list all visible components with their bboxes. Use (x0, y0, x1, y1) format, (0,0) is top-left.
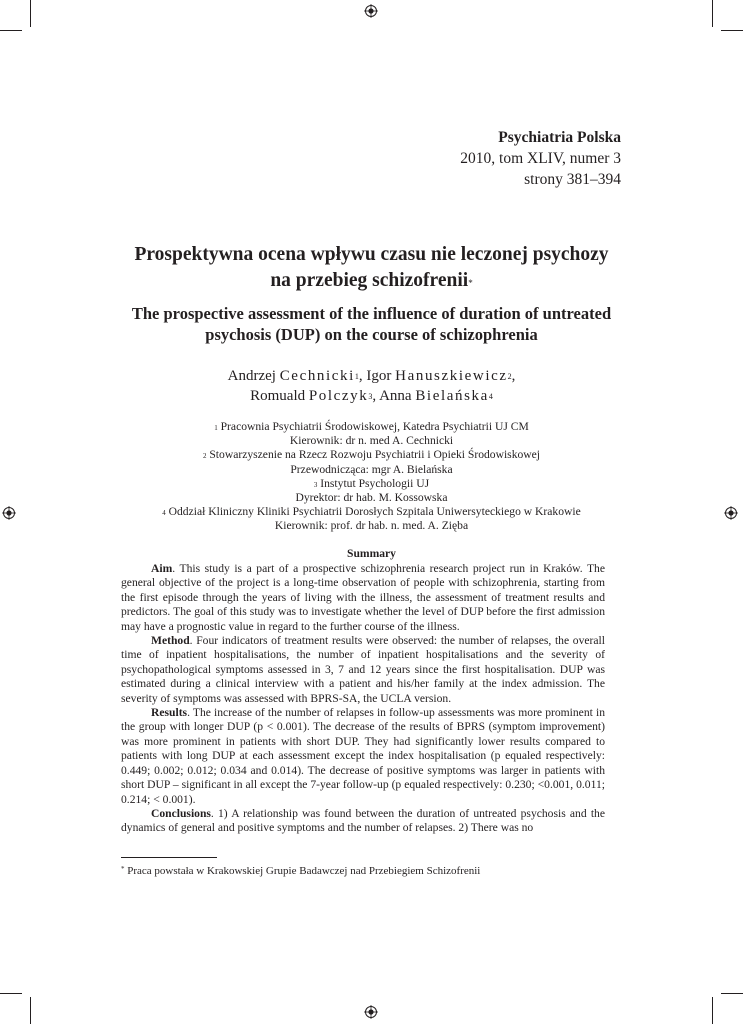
affiliation-marker: 3 (313, 480, 318, 489)
author-last-name: Polczyk (308, 388, 369, 404)
registration-mark-bottom-icon (364, 1005, 378, 1019)
affiliation-name (0, 448, 743, 462)
affiliation-name-text: Oddział Kliniczny Kliniki Psychiatrii Dorosłych Szpitala Uniwersyteckiego w Krakowie (168, 505, 581, 519)
crop-mark-bottom-right-h (721, 993, 743, 994)
abstract-conclusions-label: Conclusions (151, 806, 211, 820)
affiliation-name-text: Instytut Psychologii UJ (320, 476, 430, 490)
affiliation-head: Kierownik: prof. dr hab. n. med. A. Zięba (274, 519, 469, 533)
abstract-aim-text: . This study is a part of a prospective schizophrenia research project run in Kraków. The general objective of the project is a long-time observation of people with schizophrenia, starting from the first episode through the years of living with the illness, the assessment of treatment results and predictors. The goal of this study was to investigate whether the level of DUP before the first admission may have a prognostic value in regard to the further course of the illness. (121, 562, 605, 633)
abstract-results-label: Results (151, 706, 188, 720)
author-last-name: Cechnicki (279, 368, 355, 384)
author-separator: , (511, 368, 516, 384)
footnote (121, 865, 480, 877)
affiliation-marker: 1 (214, 424, 218, 432)
author-affiliation-ref: 3 (368, 392, 373, 401)
crop-mark-top-left-h (0, 30, 22, 31)
affiliation-name (0, 420, 743, 434)
author-separator: , (372, 388, 380, 404)
affiliation-list (0, 420, 743, 534)
affiliation-head: Przewodnicząca: mgr A. Bielańska (290, 462, 453, 476)
abstract-results (121, 706, 605, 807)
title-footnote-marker: * (468, 278, 473, 288)
title-polish (0, 242, 743, 294)
title-english (0, 303, 743, 345)
abstract-conclusions-text: . 1) A relationship was found between the duration of untreated psychosis and the dynamics of general and positive symptoms and the number of relapses. 2) There was no (121, 806, 605, 835)
journal-pages: strony 381–394 (524, 171, 621, 188)
journal-issue: 2010, tom XLIV, numer 3 (460, 150, 621, 167)
author-affiliation-ref: 4 (488, 392, 493, 401)
footnote-text: Praca powstała w Krakowskiej Grupie Badawczej nad Przebiegiem Schizofrenii (124, 865, 481, 877)
affiliation-name-text: Pracownia Psychiatrii Środowiskowej, Katedra Psychiatrii UJ CM (220, 420, 529, 433)
author-first-name: Anna (379, 388, 412, 404)
journal-header (460, 127, 621, 190)
footnote-marker: * (121, 865, 125, 873)
affiliation-marker: 4 (162, 509, 166, 518)
title-polish-line-2-text: na przebieg schizofrenii (270, 270, 469, 291)
abstract-method-text: . Four indicators of treatment results were observed: the number of relapses, the overall time of inpatient hospitalisations, the number of inpatient hospitalisations and the severity of psychopathological symptoms assessed in 3, 7 and 12 years since the first hospitalisation. DUP was estimated during a clinical interview with a patient and his/her family at the index admission. The severity of symptoms was assessed with BPRS-SA, the UCLA version. (121, 634, 605, 705)
registration-mark-top-icon (364, 4, 378, 18)
footnote-divider (121, 857, 217, 858)
author-last-name: Bielańska (415, 388, 489, 404)
title-polish-line-2 (0, 268, 743, 294)
abstract-aim (121, 562, 605, 634)
author-line-1 (0, 366, 743, 386)
affiliation-head: Kierownik: dr n. med A. Cechnicki (289, 434, 454, 448)
author-affiliation-ref: 2 (507, 372, 512, 381)
journal-name: Psychiatria Polska (498, 129, 621, 146)
title-english-line-2: psychosis (DUP) on the course of schizophrenia (205, 325, 538, 344)
author-list (0, 366, 743, 406)
abstract-results-text: . The increase of the number of relapses in follow-up assessments was more prominent in the group with longer DUP (p < 0.001). The decrease of the results of BPRS (symptom improvement) was more prominent in patients with short DUP. They had significantly lower results compared to patients with long DUP at each assessment except the index hospitalisation (p equaled respectively: 0.449; 0.002; 0.012; 0.034 and 0.014). The decrease of positive symptoms was larger in patients with short DUP – significant in all except the 7-year follow-up (p equaled respectively: 0.230; <0.001, 0.011; 0.214; < 0.001). (121, 706, 605, 806)
abstract-body (121, 562, 605, 836)
affiliation-marker: 2 (202, 452, 207, 461)
crop-mark-top-right-v (712, 0, 713, 27)
crop-mark-top-left-v (30, 0, 31, 27)
summary-heading: Summary (347, 547, 396, 560)
title-polish-line-1: Prospektywna ocena wpływu czasu nie leczonej psychozy (134, 244, 609, 265)
author-line-2 (0, 386, 743, 406)
author-first-name: Romuald (250, 388, 306, 404)
author-affiliation-ref: 1 (354, 372, 359, 381)
crop-mark-bottom-left-v (30, 997, 31, 1024)
affiliation-name (0, 477, 743, 491)
author-separator: , (358, 368, 367, 384)
author-last-name: Hanuszkiewicz (395, 368, 508, 384)
abstract-conclusions (121, 807, 605, 836)
author-first-name: Andrzej (227, 368, 276, 384)
abstract-method-label: Method (151, 634, 190, 648)
title-english-line-1: The prospective assessment of the influence of duration of untreated (131, 304, 612, 323)
abstract-method (121, 634, 605, 706)
abstract-aim-label: Aim (151, 562, 173, 575)
affiliation-head: Dyrektor: dr hab. M. Kossowska (295, 491, 448, 505)
crop-mark-bottom-right-v (712, 997, 713, 1024)
crop-mark-bottom-left-h (0, 993, 22, 994)
affiliation-name (0, 505, 743, 519)
author-first-name: Igor (366, 368, 392, 384)
affiliation-name-text: Stowarzyszenie na Rzecz Rozwoju Psychiatrii i Opieki Środowiskowej (209, 448, 541, 462)
crop-mark-top-right-h (721, 30, 743, 31)
